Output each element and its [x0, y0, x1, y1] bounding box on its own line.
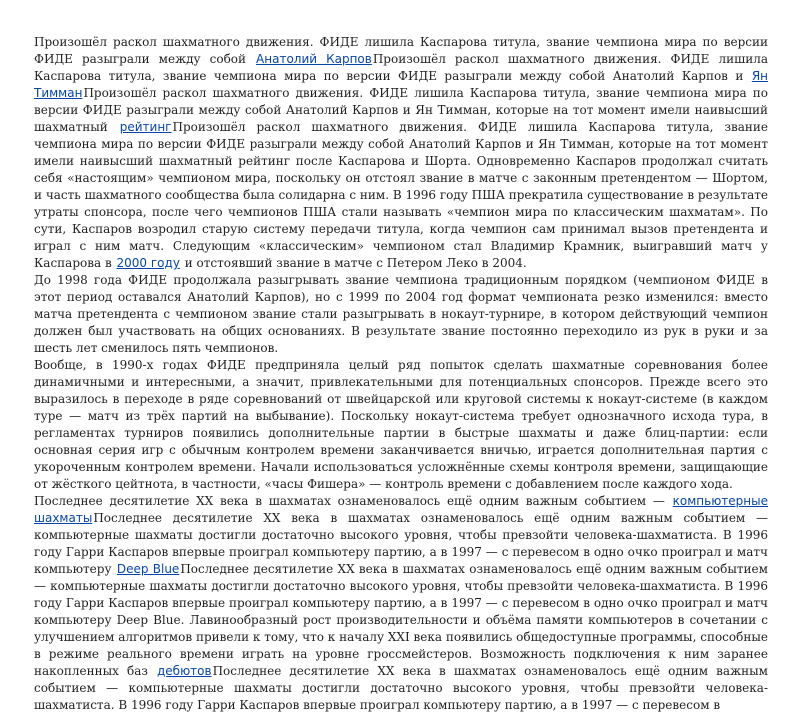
paragraph-text: Произошёл раскол шахматного движения. ФИДЕ лишила Каспарова титула, звание чемпиона мира по версии ФИДЕ разыграли между собой Анатолий Карпов и Ян Тимман, которые на тот момент имели наивысший шахматный рейтинг после Каспарова и Шорта. Одновременно Каспаров продолжал считать себя «настоящим» чемпионом мира, поскольку он отстоял звание в матче с законным претендентом — Шортом, и часть шахматного сообщества была солидарна с ним. В 1996 году ПША прекратила существование в результате утраты спонсора, после чего чемпионов ПША стали называть «чемпион мира по классическим шахматам». По сути, Каспаров возродил старую систему передачи титула, когда чемпион сам принимал вызов претендента и играл с ним матч. Следующим «классическим» чемпионом стал Владимир Крамник, выигравший матч у Каспарова в — [34, 120, 768, 270]
link-deep-blue[interactable]: Deep Blue — [116, 562, 180, 576]
paragraph-computer-chess — [34, 493, 768, 714]
paragraph-text: Последнее десятилетие XX века в шахматах ознаменовалось ещё одним важным событием — компьютерные шахматы достигли достаточно высокого уровня, чтобы превзойти человека-шахматиста. В 1996 году Гарри Каспаров впервые проиграл компьютеру партию, а в 1997 — с перевесом в одно очко проиграл и матч компьютеру Deep Blue. Лавинообразный рост производительности и объёма памяти компьютеров в сочетании с улучшением алгоритмов привели к тому, что к началу XXI века появились общедоступные программы, способные в режиме реального времени играть на уровне гроссмейстеров. Возможность подключения к ним заранее накопленных баз — [34, 562, 768, 678]
paragraph-fide-1998: До 1998 года ФИДЕ продолжала разыгрывать звание чемпиона традиционным порядком (чемпионом ФИДЕ в этот период оставался Анатолий Карпов), но с 1999 по 2004 год формат чемпионата резко изменился: вместо матча претендента с чемпионом звание стали разыгрывать в нокаут-турнире, в котором действующий чемпион должен был участвовать на общих основаниях. В результате звание постоянно переходило из рук в руки и за шесть лет сменилось пять чемпионов. — [34, 273, 768, 355]
link-openings[interactable]: дебютов — [156, 664, 212, 678]
link-rating[interactable]: рейтинг — [119, 120, 172, 134]
paragraph-chess-split — [34, 34, 768, 272]
link-jan-timman[interactable]: Ян Тимман — [34, 69, 768, 100]
paragraph-1990s-reforms: Вообще, в 1990-х годах ФИДЕ предприняла целый ряд попыток сделать шахматные соревнования более динамичными и интересными, а значит, привлекательными для потенциальных спонсоров. Прежде всего это выразилось в переходе в ряде соревнований от швейцарской или круговой системы к нокаут-системе (в каждом туре — матч из трёх партий на выбывание). Поскольку нокаут-система требует однозначного исхода тура, в регламентах турниров появились дополнительные партии в быстрые шахматы и даже блиц-партии: если основная серия игр с обычным контролем времени заканчивается вничью, играется дополнительная партия с укороченным контролем времени. Начали использоваться усложнённые схемы контроля времени, защищающие от жёсткого цейтнота, в частности, «часы Фишера» — контроль времени с добавлением после каждого хода. — [34, 358, 768, 491]
paragraph-text: Последнее десятилетие XX века в шахматах ознаменовалось ещё одним важным событием — компьютерные шахматы достигли достаточно высокого уровня, чтобы превзойти человека-шахматиста. В 1996 году Гарри Каспаров впервые проиграл компьютеру партию, а в 1997 — с перевесом в — [34, 664, 768, 712]
paragraph-text: и отстоявший звание в матче с Петером Леко в 2004. — [180, 256, 527, 270]
link-anatoly-karpov[interactable]: Анатолий Карпов — [256, 52, 372, 66]
link-computer-chess[interactable]: компьютерные шахматы — [34, 494, 768, 525]
link-year-2000[interactable]: 2000 году — [116, 256, 180, 270]
paragraph-text: Произошёл раскол шахматного движения. ФИДЕ лишила Каспарова титула, звание чемпиона мира по версии ФИДЕ разыграли между собой — [34, 35, 768, 66]
paragraph-text: Произошёл раскол шахматного движения. ФИДЕ лишила Каспарова титула, звание чемпиона мира по версии ФИДЕ разыграли между собой Анатолий Карпов и — [34, 52, 769, 83]
article-body — [34, 34, 768, 714]
paragraph-text: Последнее десятилетие XX века в шахматах ознаменовалось ещё одним важным событием — компьютерные шахматы достигли достаточно высокого уровня, чтобы превзойти человека-шахматиста. В 1996 году Гарри Каспаров впервые проиграл компьютеру партию, а в 1997 — с перевесом в одно очко проиграл и матч компьютеру — [34, 511, 768, 576]
paragraph-text: Последнее десятилетие XX века в шахматах ознаменовалось ещё одним важным событием — — [34, 494, 672, 508]
paragraph-text: Произошёл раскол шахматного движения. ФИДЕ лишила Каспарова титула, звание чемпиона мира по версии ФИДЕ разыграли между собой Анатолий Карпов и Ян Тимман, которые на тот момент имели наивысший шахматный — [34, 86, 768, 134]
